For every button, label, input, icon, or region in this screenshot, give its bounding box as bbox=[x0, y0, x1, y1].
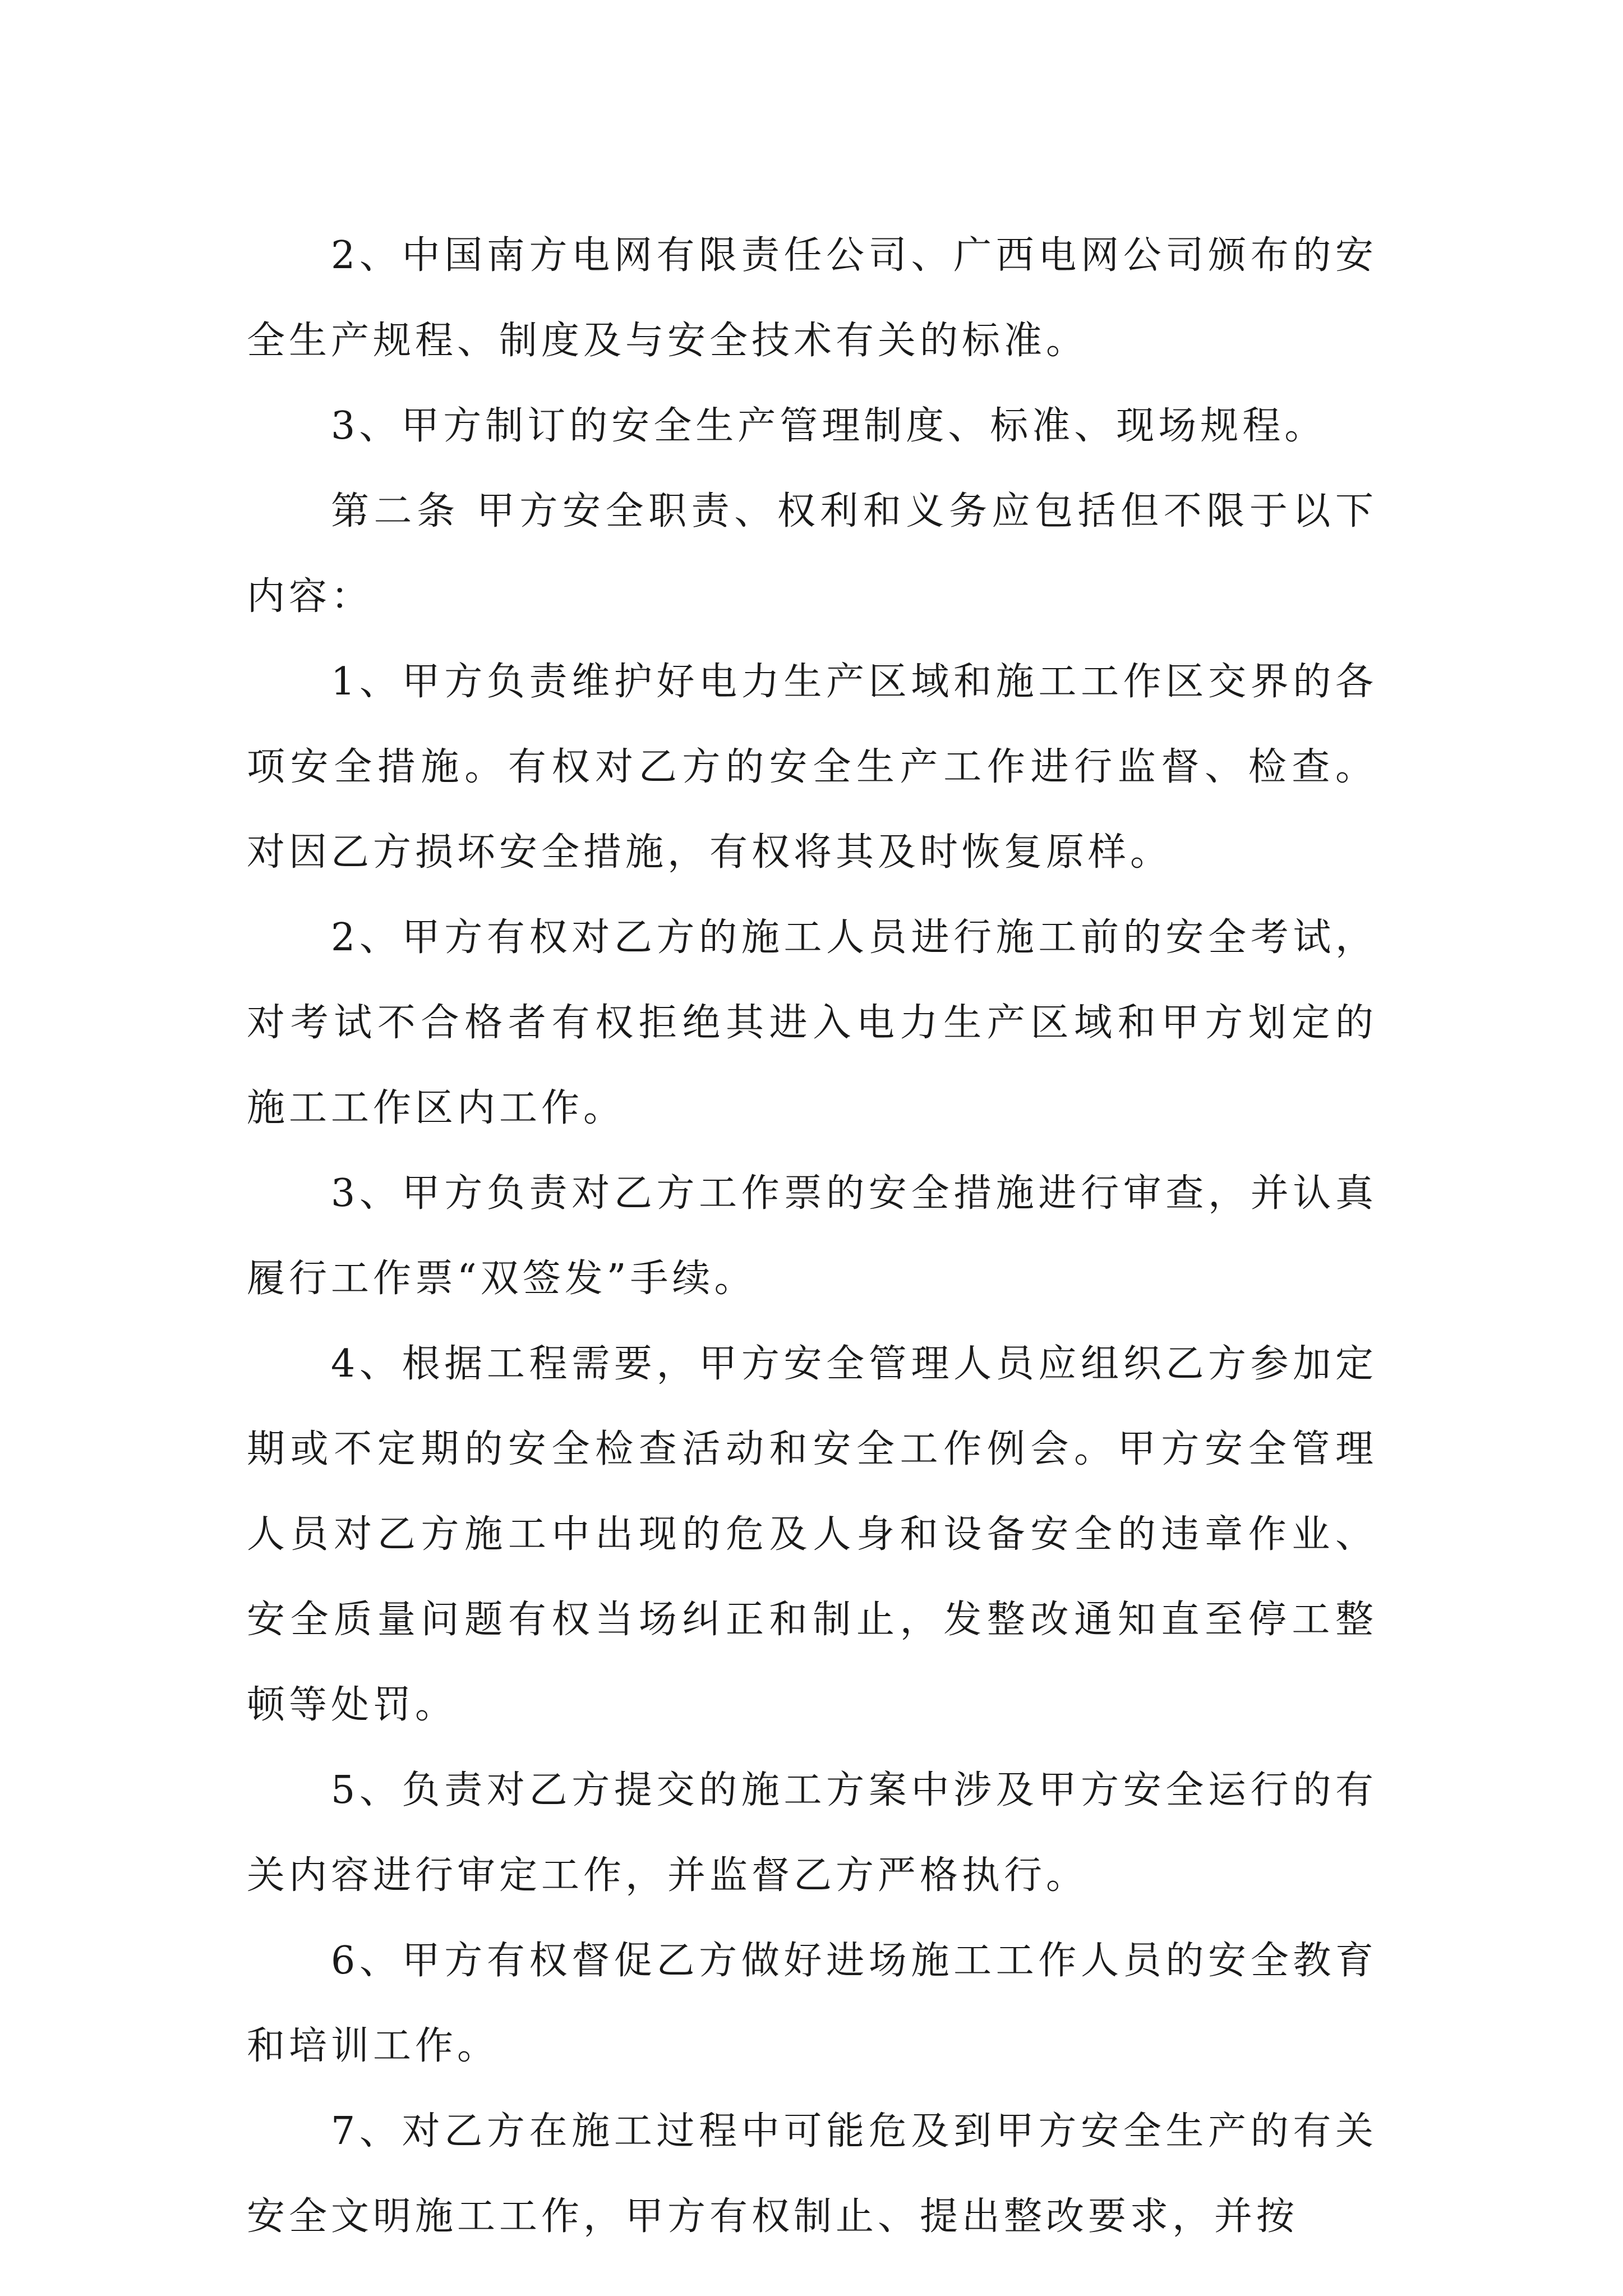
paragraph-duty-3: 3、甲方负责对乙方工作票的安全措施进行审查，并认真履行工作票“双签发”手续。 bbox=[247, 1171, 1377, 1301]
paragraph-duty-7: 7、对乙方在施工过程中可能危及到甲方安全生产的有关安全文明施工工作，甲方有权制止、提出整改要求，并按 bbox=[247, 2109, 1377, 2239]
paragraph-standards-3: 3、甲方制订的安全生产管理制度、标准、现场规程。 bbox=[331, 404, 1327, 448]
paragraph-standards-2: 2、中国南方电网有限责任公司、广西电网公司颁布的安全生产规程、制度及与安全技术有关的标准。 bbox=[247, 233, 1377, 363]
paragraph-duty-2: 2、甲方有权对乙方的施工人员进行施工前的安全考试，对考试不合格者有权拒绝其进入电力生产区域和甲方划定的施工工作区内工作。 bbox=[247, 915, 1377, 1130]
article-2-heading: 第二条 甲方安全职责、权利和义务应包括但不限于以下内容： bbox=[247, 489, 1377, 619]
document-body bbox=[247, 213, 1377, 2260]
paragraph-duty-5: 5、负责对乙方提交的施工方案中涉及甲方安全运行的有关内容进行审定工作，并监督乙方严格执行。 bbox=[247, 1768, 1377, 1898]
paragraph-duty-4: 4、根据工程需要，甲方安全管理人员应组织乙方参加定期或不定期的安全检查活动和安全工作例会。甲方安全管理人员对乙方施工中出现的危及人身和设备安全的违章作业、安全质量问题有权当场纠正和制止，发整改通知直至停工整顿等处罚。 bbox=[247, 1342, 1377, 1727]
paragraph-duty-1: 1、甲方负责维护好电力生产区域和施工工作区交界的各项安全措施。有权对乙方的安全生产工作进行监督、检查。对因乙方损坏安全措施，有权将其及时恢复原样。 bbox=[247, 660, 1377, 875]
paragraph-duty-6: 6、甲方有权督促乙方做好进场施工工作人员的安全教育和培训工作。 bbox=[247, 1939, 1377, 2068]
